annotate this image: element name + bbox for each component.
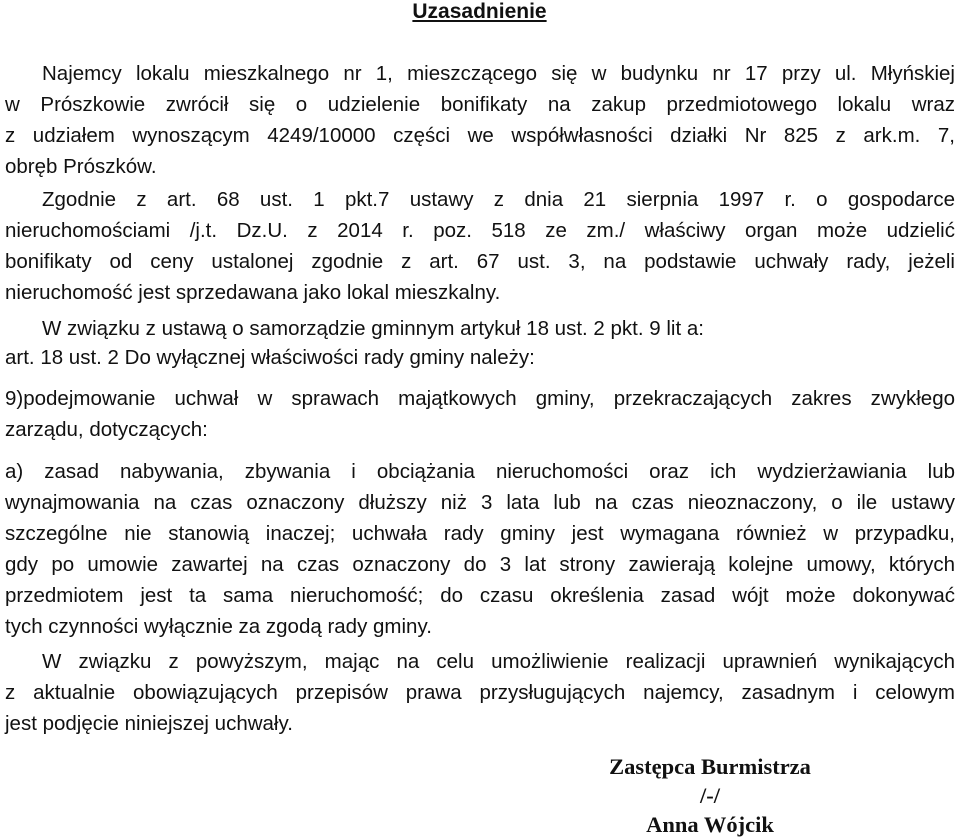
text-line: Zgodnie z art. 68 ust. 1 pkt.7 ustawy z dnia 21 sierpnia 1997 r. o gospodarce [42,188,955,211]
signature-mark: /-/ [700,783,720,808]
text-line: Najemcy lokalu mieszkalnego nr 1, mieszczącego się w budynku nr 17 przy ul. Młyńskiej [42,62,955,85]
text-line: tych czynności wyłącznie za zgodą rady gminy. [5,615,432,638]
text-line: szczególne nie stanowią inaczej; uchwała rady gminy jest wymagana również w przypadku, [5,522,955,545]
text-line: nieruchomościami /j.t. Dz.U. z 2014 r. poz. 518 ze zm./ właściwy organ może udzielić [5,219,955,242]
text-line: W związku z ustawą o samorządzie gminnym artykuł 18 ust. 2 pkt. 9 lit a: [42,317,704,340]
text-line: bonifikaty od ceny ustalonej zgodnie z art. 67 ust. 3, na podstawie uchwały rady, jeżeli [5,250,955,273]
text-line: nieruchomość jest sprzedawana jako lokal mieszkalny. [5,281,501,304]
text-line: W związku z powyższym, mając na celu umożliwienie realizacji uprawnień wynikających [42,650,955,673]
text-line: z aktualnie obowiązujących przepisów prawa przysługujących najemcy, zasadnym i celowym [5,681,955,704]
text-line: zarządu, dotyczących: [5,418,208,441]
signature-block [590,752,830,839]
document-title: Uzasadnienie [412,0,547,23]
paragraph-conclusion [5,646,955,739]
paragraph-municipal-act [5,313,955,344]
text-line: gdy po umowie zawartej na czas oznaczony do 3 lat strony zawierają kolejne umowy, których [5,553,955,576]
text-line: art. 18 ust. 2 Do wyłącznej właściwości rady gminy należy: [5,346,535,369]
paragraph-article [5,342,955,373]
text-line: a) zasad nabywania, zbywania i obciążania nieruchomości oraz ich wydzierżawiania lub [5,460,955,483]
text-line: jest podjęcie niniejszej uchwały. [5,712,293,735]
signature-role: Zastępca Burmistrza [609,754,811,779]
paragraph-point-9 [5,383,955,445]
text-line: w Prószkowie zwrócił się o udzielenie bonifikaty na zakup przedmiotowego lokalu wraz [5,93,955,116]
text-line: przedmiotem jest ta sama nieruchomość; do czasu określenia zasad wójt może dokonywać [5,584,955,607]
paragraph-point-a [5,456,955,642]
paragraph-request [5,58,955,182]
text-line: wynajmowania na czas oznaczony dłuższy niż 3 lata lub na czas nieoznaczony, o ile ustawy [5,491,955,514]
text-line: z udziałem wynoszącym 4249/10000 części we współwłasności działki Nr 825 z ark.m. 7, [5,124,955,147]
text-line: 9)podejmowanie uchwał w sprawach majątkowych gminy, przekraczających zakres zwykłego [5,387,955,410]
signature-name: Anna Wójcik [646,812,774,837]
paragraph-legal-basis [5,184,955,308]
text-line: obręb Prószków. [5,155,157,178]
